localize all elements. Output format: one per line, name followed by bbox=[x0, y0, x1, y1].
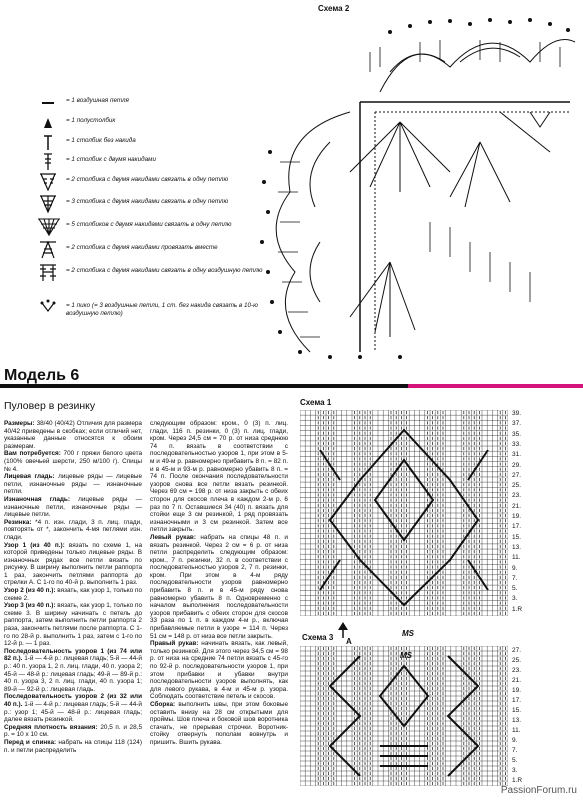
row-number: 15. bbox=[512, 707, 522, 714]
row-number: 13. bbox=[512, 543, 522, 551]
row-number: 15. bbox=[512, 533, 522, 541]
row-number: 5. bbox=[512, 585, 518, 593]
two-dtr-together-icon bbox=[38, 173, 62, 191]
paragraph: Размеры: 38/40 (40/42) Отличия для размера 40/42 приведены в скобках; если отличий нет, указанные данные относятся к обоим размерам. bbox=[4, 420, 142, 450]
three-dtr-together-icon bbox=[38, 195, 62, 213]
model-title: Модель 6 bbox=[4, 367, 80, 384]
row-number: 9. bbox=[512, 737, 518, 744]
accent-bar bbox=[0, 384, 583, 388]
watermark: PassionForum.ru bbox=[500, 785, 577, 796]
instructions-column-1 bbox=[4, 420, 142, 754]
row-number: 19. bbox=[512, 513, 522, 520]
paragraph: Средняя плотность вязания: 20,5 п. и 28,5 р. = 10 х 10 см. bbox=[4, 723, 142, 739]
row-number: 9. bbox=[512, 564, 518, 572]
instructions-column-2 bbox=[150, 420, 288, 747]
row-number: 1.R bbox=[512, 605, 523, 613]
row-number: 35. bbox=[512, 430, 522, 438]
single-crochet-icon bbox=[38, 134, 62, 152]
crochet-diagram bbox=[250, 12, 580, 367]
schema2-title: Схема 2 bbox=[318, 4, 350, 13]
chain-stitch-icon bbox=[38, 94, 62, 112]
row-number: 3. bbox=[512, 595, 518, 603]
paragraph: Узор 2 (из 40 п.): вязать, как узор 1, только по схеме 2. bbox=[4, 587, 142, 602]
row-number: 11. bbox=[512, 727, 521, 734]
double-treble-icon bbox=[38, 153, 62, 171]
row-number: 13. bbox=[512, 717, 522, 724]
paragraph: Вам потребуется: 700 г пряжи белого цвета (100% овечьей шерсти, 250 м/100 г). Спицы № 4. bbox=[4, 450, 142, 473]
row-number: 25. bbox=[512, 657, 522, 664]
model-subtitle: Пуловер в резинку bbox=[4, 400, 96, 412]
row-number: 5. bbox=[512, 757, 518, 764]
two-dtr-joined-icon bbox=[38, 241, 62, 259]
arrow-label: A bbox=[346, 637, 352, 646]
row-number: 11. bbox=[512, 554, 521, 562]
paragraph: Узор 1 (из 40 п.): вязать по схеме 1, на которой приведены только лицевые ряды. В изнаночных рядах все петли вязать по рисунку. В ширину выполнить петли раппорта 1 раз, закончить петлями раппорта до стрелки А. С 1-го по 40-й р. выполнить 1 раз. bbox=[4, 541, 143, 587]
arrow-icon bbox=[336, 620, 350, 640]
ms-label-3: MS bbox=[400, 651, 412, 660]
row-number: 21. bbox=[512, 502, 522, 510]
schema1-title: Схема 1 bbox=[300, 398, 332, 407]
ms-label: MS bbox=[402, 629, 414, 638]
row-number: 17. bbox=[512, 697, 522, 704]
row-number: 39. bbox=[512, 410, 522, 417]
slip-stitch-icon bbox=[38, 114, 62, 132]
schema3-title: Схема 3 bbox=[302, 633, 334, 642]
row-number: 7. bbox=[512, 574, 518, 582]
row-number: 21. bbox=[512, 677, 522, 684]
row-number: 27. bbox=[512, 471, 522, 479]
five-dtr-together-icon bbox=[38, 218, 62, 236]
row-number: 19. bbox=[512, 687, 522, 694]
row-number: 3. bbox=[512, 767, 518, 774]
row-number: 7. bbox=[512, 747, 518, 754]
row-number: 1.R bbox=[512, 777, 523, 784]
paragraph: Узор 3 (из 40 п.): вязать, как узор 1, только по схеме 3. В ширину начинать с петель до раппорта, затем выполнить петли раппорта 2 раза, закончить петлями после раппорта. С 1-го по 28-й р. выполнить 1 раз, затем с 1-го по 12-й р. — 1 раз. bbox=[4, 602, 142, 648]
row-number: 37. bbox=[512, 420, 522, 428]
knit-chart-3 bbox=[300, 646, 508, 786]
paragraph: следующим образом: кром., 0 (3) п. лиц. глади, 116 п. резинки, 0 (3) п. лиц. глади, кром. Через 24,5 см = 70 р. от низа среднюю 74 п. вязать в соответствии с последовательностью узоров 1, при этом в 5-м и 49-м р. равномерно прибавить 8 п. = 82 п. и в 45-м и 93-м р. равномерно убавить 8 п. = 74 п. После окончания последовательности узоров снова все петли вязать резинкой. Через 69 см = 198 р. от низа закрыть с обеих сторон для скосов плеча в каждом 2-м р. 6 раз по 7 п. Оставшиеся 34 (40) п. вязать для стойки еще 3 см резинкой, 1 ряд провязать изнаночными и 3 см резинкой. Затем все петли закрыть. bbox=[150, 420, 288, 534]
row-number: 17. bbox=[512, 523, 522, 531]
row-number: 23. bbox=[512, 492, 522, 500]
paragraph: Сборка: выполнить швы, при этом боковые оставить внизу на 28 см открытыми для проймы. Шов плеча и боковой шов воротника стачать, не прерывая строчки. Воротник-стойку отвернуть пополам вовнутрь и пришить. Вшить рукава. bbox=[150, 700, 288, 746]
paragraph: Последовательность узоров 1 (из 74 или 82 п.). 1-й — 4-й р.: лицевая гладь; 5-й — 44-й р.: 40 п. узора 1, 2 п. лиц. глади, 40 п. узора 2; 45-й — 48-й р.: лицевая гладь; 49-й — 89-й р.: 40 п. узора 3, 2 п. лиц. глади, 40 п. узора 1; 89-й — 92-й р.: лицевая гладь. bbox=[4, 647, 142, 693]
row-number: 25. bbox=[512, 482, 522, 490]
paragraph: Последовательность узоров 2 (из 32 или 40 п.). 1-й — 4-й р.: лицевая гладь; 5-й — 44-й р.: узор 1; 45-й — 48-й р.: лицевая гладь; далее вязать резинкой. bbox=[4, 693, 142, 724]
row-number: 29. bbox=[512, 461, 522, 469]
paragraph: Лицевая гладь: лицевые ряды — лицевые петли, изнаночные ряды — изнаночные петли. bbox=[4, 473, 143, 496]
row-number: 23. bbox=[512, 667, 522, 674]
row-number: 31. bbox=[512, 451, 522, 459]
paragraph: Резинка: *4 п. изн. глади, 3 п. лиц. глади, повторять от *, закончить 4-мя петлями изн. глади. bbox=[4, 518, 142, 541]
paragraph: Правый рукав: начинать вязать, как левый, только резинкой. Для этого через 34,5 см = 98 р. от низа на средние 74 петли вязать с 45-го по 92-й р. последовательности узоров 1, при этом прибавки и убавки внутри последовательности узоров выполнять, как для левого рукава, в 4-м и 45-м р. узора. Соблюдать соответствие петель и скосов. bbox=[150, 640, 288, 701]
row-number: 33. bbox=[512, 440, 522, 448]
paragraph: Перед и спинка: набрать на спицы 118 (124) п. и петли распределить bbox=[4, 738, 142, 754]
paragraph: Левый рукав: набрать на спицы 48 п. и вязать резинкой. Через 2 см = 6 р. от низа петли распределить следующим образом: кром., 7 п. резинки, 32 п. в соответствии с последовательностью узоров 2, 7 п. резинки, кром. При этом в 4-м ряду последовательности узоров равномерно прибавить 8 п. и в 45-м ряду снова равномерно убавить 8 п. Одновременно с началом выполнения последовательности узоров прибавить с обеих сторон для скосов 33 раза по 1 п. в каждом 4-м р., включая прибавляемые петли в узоре = 114 п. Через 51 см = 148 р. от низа все петли закрыть. bbox=[150, 533, 288, 640]
two-dtr-chain-icon bbox=[38, 264, 62, 282]
paragraph: Изнаночная гладь: лицевые ряды — изнаночные петли, изнаночные ряды — лицевые петли. bbox=[4, 495, 142, 519]
knit-chart-1 bbox=[300, 410, 508, 616]
picot-icon bbox=[38, 299, 62, 317]
row-number: 27. bbox=[512, 647, 522, 654]
